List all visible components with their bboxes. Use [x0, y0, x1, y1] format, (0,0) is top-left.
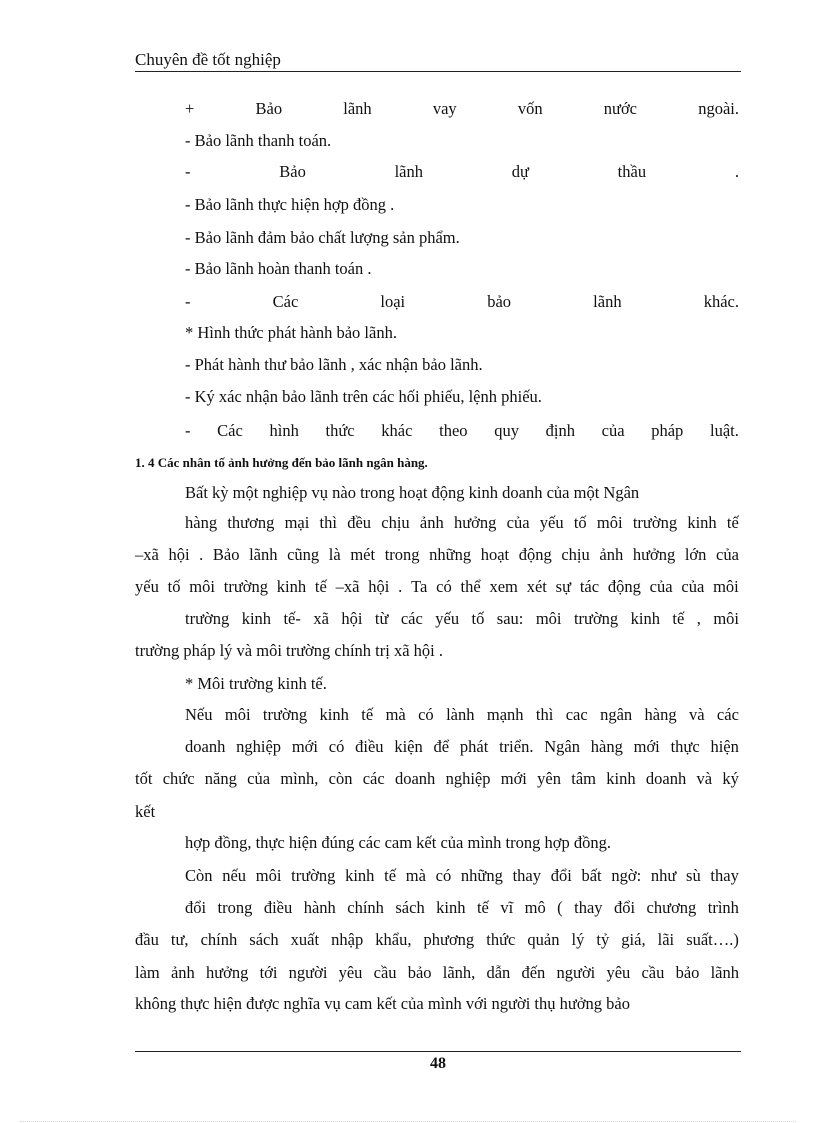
word: tế — [361, 705, 374, 724]
word: hưởng — [205, 963, 249, 982]
word: chức — [162, 769, 195, 788]
word: bất — [581, 866, 602, 885]
word: quản — [527, 930, 560, 949]
text-line: kết — [135, 802, 156, 821]
text-line — [135, 929, 739, 951]
word: cầu — [641, 963, 665, 982]
word: sách — [395, 898, 425, 917]
word: hưởng — [453, 513, 497, 532]
word: yên — [537, 769, 561, 788]
word: hình — [269, 421, 299, 440]
word: kiện — [394, 737, 423, 756]
word: chính — [200, 930, 238, 949]
word: trường — [573, 609, 619, 628]
word: Các — [272, 292, 299, 311]
word: có — [435, 866, 452, 885]
word: tâm — [571, 769, 597, 788]
text-line: * Môi trường kinh tế. — [185, 674, 327, 693]
word: kinh — [436, 898, 466, 917]
text-line: - Ký xác nhận bảo lãnh trên các hối phiếu, lệnh phiếu. — [185, 387, 542, 406]
word: quy — [494, 421, 519, 440]
word: trong — [217, 898, 253, 917]
word: theo — [439, 421, 468, 440]
word: nếu — [222, 866, 247, 885]
text-line: * Hình thức phát hành bảo lãnh. — [185, 323, 397, 342]
word: nghiệp — [236, 737, 282, 756]
word: động — [518, 545, 552, 564]
word: kinh — [345, 866, 375, 885]
word: hàng — [590, 737, 623, 756]
word: đổi — [550, 866, 572, 885]
word: Ngân — [544, 737, 580, 756]
word: ngân — [600, 705, 633, 724]
word: trong — [384, 545, 420, 564]
word: của — [681, 577, 705, 596]
word: Ta — [411, 577, 428, 596]
word: tế — [672, 609, 685, 628]
word: loại — [380, 292, 406, 311]
word: các — [362, 769, 385, 788]
word: bảo — [675, 963, 700, 982]
word: hiện — [710, 737, 739, 756]
word: và — [688, 705, 705, 724]
word: mét — [350, 545, 376, 564]
word: của — [601, 421, 625, 440]
word: chịu — [381, 513, 410, 532]
word: mới — [633, 737, 660, 756]
word: kinh — [687, 513, 717, 532]
word: . — [199, 545, 204, 564]
text-line: Bất kỳ một nghiệp vụ nào trong hoạt động kinh doanh của một Ngân — [185, 483, 640, 502]
word: thì — [319, 513, 337, 532]
text-line — [135, 962, 739, 984]
word: Bảo — [212, 545, 240, 564]
word: pháp — [651, 421, 684, 440]
word: còn — [328, 769, 353, 788]
word: mà — [385, 705, 406, 724]
word: Bảo — [279, 162, 306, 181]
word: yếu — [539, 513, 564, 532]
word: Nếu — [185, 705, 213, 724]
word: người — [288, 963, 328, 982]
word: sù — [686, 866, 701, 885]
word: trường — [223, 577, 268, 596]
word: vay — [432, 99, 457, 118]
word: thay — [574, 898, 603, 917]
word: sau: — [496, 609, 524, 628]
text-line — [185, 897, 739, 919]
word: các — [400, 609, 423, 628]
text-line: - Bảo lãnh đảm bảo chất lượng sản phẩm. — [185, 228, 460, 247]
word: lãnh — [343, 99, 372, 118]
word: hàng — [185, 513, 218, 532]
text-line — [135, 544, 739, 566]
word: thức — [325, 421, 355, 440]
page-number: 48 — [430, 1055, 446, 1072]
word: đổi — [614, 898, 636, 917]
word: tới — [259, 963, 278, 982]
word: Bảo — [255, 99, 283, 118]
text-line — [185, 512, 739, 534]
word: của — [716, 545, 739, 564]
word: tốt — [135, 769, 153, 788]
word: người — [556, 963, 596, 982]
word: - — [185, 292, 191, 311]
text-line: - Bảo lãnh hoàn thanh toán . — [185, 259, 372, 278]
word: triển. — [499, 737, 534, 756]
word: trường — [291, 866, 336, 885]
word: xét — [526, 577, 547, 596]
word: - — [185, 421, 191, 440]
text-line: hợp đồng, thực hiện đúng các cam kết của mình trong hợp đồng. — [185, 833, 611, 852]
text-line: - Phát hành thư bảo lãnh , xác nhận bảo lãnh. — [185, 355, 483, 374]
word: năng — [204, 769, 237, 788]
word: . — [398, 577, 403, 596]
word: kinh — [319, 705, 349, 724]
word: ảnh — [419, 513, 444, 532]
word: kinh — [276, 577, 307, 596]
word: –xã — [335, 577, 360, 596]
word: môi — [713, 609, 739, 628]
word: khác. — [703, 292, 739, 311]
word: và — [696, 769, 713, 788]
word: doanh — [394, 769, 436, 788]
word: hành — [303, 898, 336, 917]
text-line — [185, 98, 739, 120]
word: chính — [347, 898, 384, 917]
word: –xã — [135, 545, 159, 564]
word: thay — [512, 866, 541, 885]
word: định — [545, 421, 575, 440]
header-divider — [135, 71, 741, 72]
word: tư, — [170, 930, 189, 949]
text-line — [185, 291, 739, 313]
word: tố — [167, 577, 181, 596]
word: cac — [565, 705, 588, 724]
word: chương — [646, 898, 697, 917]
word: xã — [313, 609, 329, 628]
word: - — [185, 162, 191, 181]
text-line — [135, 768, 739, 790]
word: khác — [381, 421, 413, 440]
page-edge-dotted-line — [20, 1121, 796, 1122]
word: tác — [579, 577, 600, 596]
text-line — [185, 865, 739, 887]
word: thương — [227, 513, 275, 532]
word: mô — [524, 898, 546, 917]
word: phương — [423, 930, 475, 949]
word: tế — [476, 898, 489, 917]
word: + — [185, 99, 195, 118]
word: sự — [555, 577, 572, 596]
word: chịu — [561, 545, 590, 564]
word: ký — [722, 769, 739, 788]
word: kinh — [606, 769, 636, 788]
word: cũng — [287, 545, 320, 564]
word: hàng — [644, 705, 677, 724]
word: luật. — [709, 421, 739, 440]
word: có — [328, 737, 345, 756]
word: trường — [185, 609, 230, 628]
text-line: - Bảo lãnh thanh toán. — [185, 131, 332, 150]
word: dự — [511, 162, 529, 181]
word: bảo — [407, 963, 432, 982]
word: mại — [284, 513, 310, 532]
word: trường — [262, 705, 308, 724]
text-line — [185, 161, 739, 183]
word: môi — [189, 577, 215, 596]
word: mà — [405, 866, 426, 885]
text-line — [185, 736, 739, 758]
word: tố — [573, 513, 587, 532]
word: phát — [459, 737, 489, 756]
word: tế — [314, 577, 327, 596]
word: thực — [670, 737, 700, 756]
word: hội — [341, 609, 363, 628]
word: yếu — [135, 577, 159, 596]
word: kinh — [241, 609, 272, 628]
word: khẩu, — [375, 930, 412, 949]
word: điều — [263, 898, 293, 917]
word: môi — [713, 577, 739, 596]
page-header-title: Chuyên đề tốt nghiệp — [135, 50, 281, 69]
word: môi — [224, 705, 251, 724]
text-line — [185, 608, 739, 630]
word: tố — [471, 609, 485, 628]
footer-divider — [135, 1051, 741, 1052]
word: suất….) — [686, 930, 739, 949]
text-line — [185, 704, 739, 726]
word: thể — [460, 577, 481, 596]
word: ( — [557, 898, 563, 917]
word: doanh — [185, 737, 226, 756]
word: đều — [347, 513, 372, 532]
word: hội — [368, 577, 390, 596]
word: lãnh — [710, 963, 739, 982]
word: lãi — [657, 930, 675, 949]
text-line — [185, 420, 739, 442]
word: xuất — [290, 930, 320, 949]
word: trình — [707, 898, 739, 917]
word: những — [429, 545, 472, 564]
word: ngờ: — [611, 866, 642, 885]
text-line — [135, 576, 739, 598]
word: tế — [726, 513, 739, 532]
text-line: không thực hiện được nghĩa vụ cam kết của mình với người thụ hưởng bảo — [135, 994, 630, 1013]
word: doanh — [645, 769, 687, 788]
text-line: trường pháp lý và môi trường chính trị xã hội . — [135, 641, 443, 660]
word: có — [418, 705, 434, 724]
word: đầu — [135, 930, 159, 949]
word: trường — [632, 513, 678, 532]
word: là — [328, 545, 341, 564]
word: ảnh — [599, 545, 624, 564]
word: các — [716, 705, 739, 724]
word: lãnh — [394, 162, 423, 181]
word: của — [649, 577, 673, 596]
word: đến — [521, 963, 546, 982]
word: yếu — [435, 609, 460, 628]
word: lãnh, — [442, 963, 476, 982]
text-line: - Bảo lãnh thực hiện hợp đồng . — [185, 195, 395, 214]
section-heading: 1. 4 Các nhân tố ảnh hưởng đến bảo lãnh ngân hàng. — [135, 455, 428, 470]
word: mới — [500, 769, 527, 788]
word: như — [650, 866, 677, 885]
word: hưởng — [632, 545, 676, 564]
word: lãnh — [249, 545, 278, 564]
word: có — [436, 577, 452, 596]
word: lãnh — [593, 292, 622, 311]
word: thầu — [617, 162, 647, 181]
word: ảnh — [170, 963, 195, 982]
word: thì — [535, 705, 554, 724]
word: lớn — [684, 545, 707, 564]
word: làm — [135, 963, 160, 982]
word: những — [460, 866, 503, 885]
word: tế- — [283, 609, 301, 628]
word: môi — [596, 513, 623, 532]
word: môi — [255, 866, 282, 885]
word: đổi — [185, 898, 207, 917]
word: tế — [384, 866, 397, 885]
word: Còn — [185, 866, 213, 885]
word: thay — [710, 866, 739, 885]
word: xem — [489, 577, 518, 596]
word: kinh — [630, 609, 660, 628]
word: của — [247, 769, 271, 788]
word: yêu — [338, 963, 363, 982]
word: của — [506, 513, 530, 532]
word: vĩ — [500, 898, 514, 917]
word: lành — [446, 705, 475, 724]
word: cầu — [373, 963, 397, 982]
word: ngoài. — [698, 99, 739, 118]
word: hội — [168, 545, 190, 564]
word: tỷ — [596, 930, 610, 949]
word: nghiệp — [445, 769, 491, 788]
word: giá, — [621, 930, 646, 949]
word: , — [696, 609, 701, 628]
word: lý — [571, 930, 585, 949]
word: Các — [217, 421, 243, 440]
word: dẫn — [486, 963, 511, 982]
word: thức — [486, 930, 516, 949]
word: . — [734, 162, 739, 181]
word: sách — [249, 930, 279, 949]
word: môi — [535, 609, 562, 628]
word: nhập — [331, 930, 364, 949]
word: mình, — [280, 769, 319, 788]
word: bảo — [487, 292, 512, 311]
word: yêu — [606, 963, 631, 982]
word: từ — [374, 609, 389, 628]
word: hoạt — [480, 545, 510, 564]
word: vốn — [517, 99, 543, 118]
word: mới — [291, 737, 318, 756]
word: điều — [355, 737, 384, 756]
word: động — [607, 577, 641, 596]
word: nước — [603, 99, 638, 118]
word: để — [433, 737, 450, 756]
word: mạnh — [486, 705, 524, 724]
